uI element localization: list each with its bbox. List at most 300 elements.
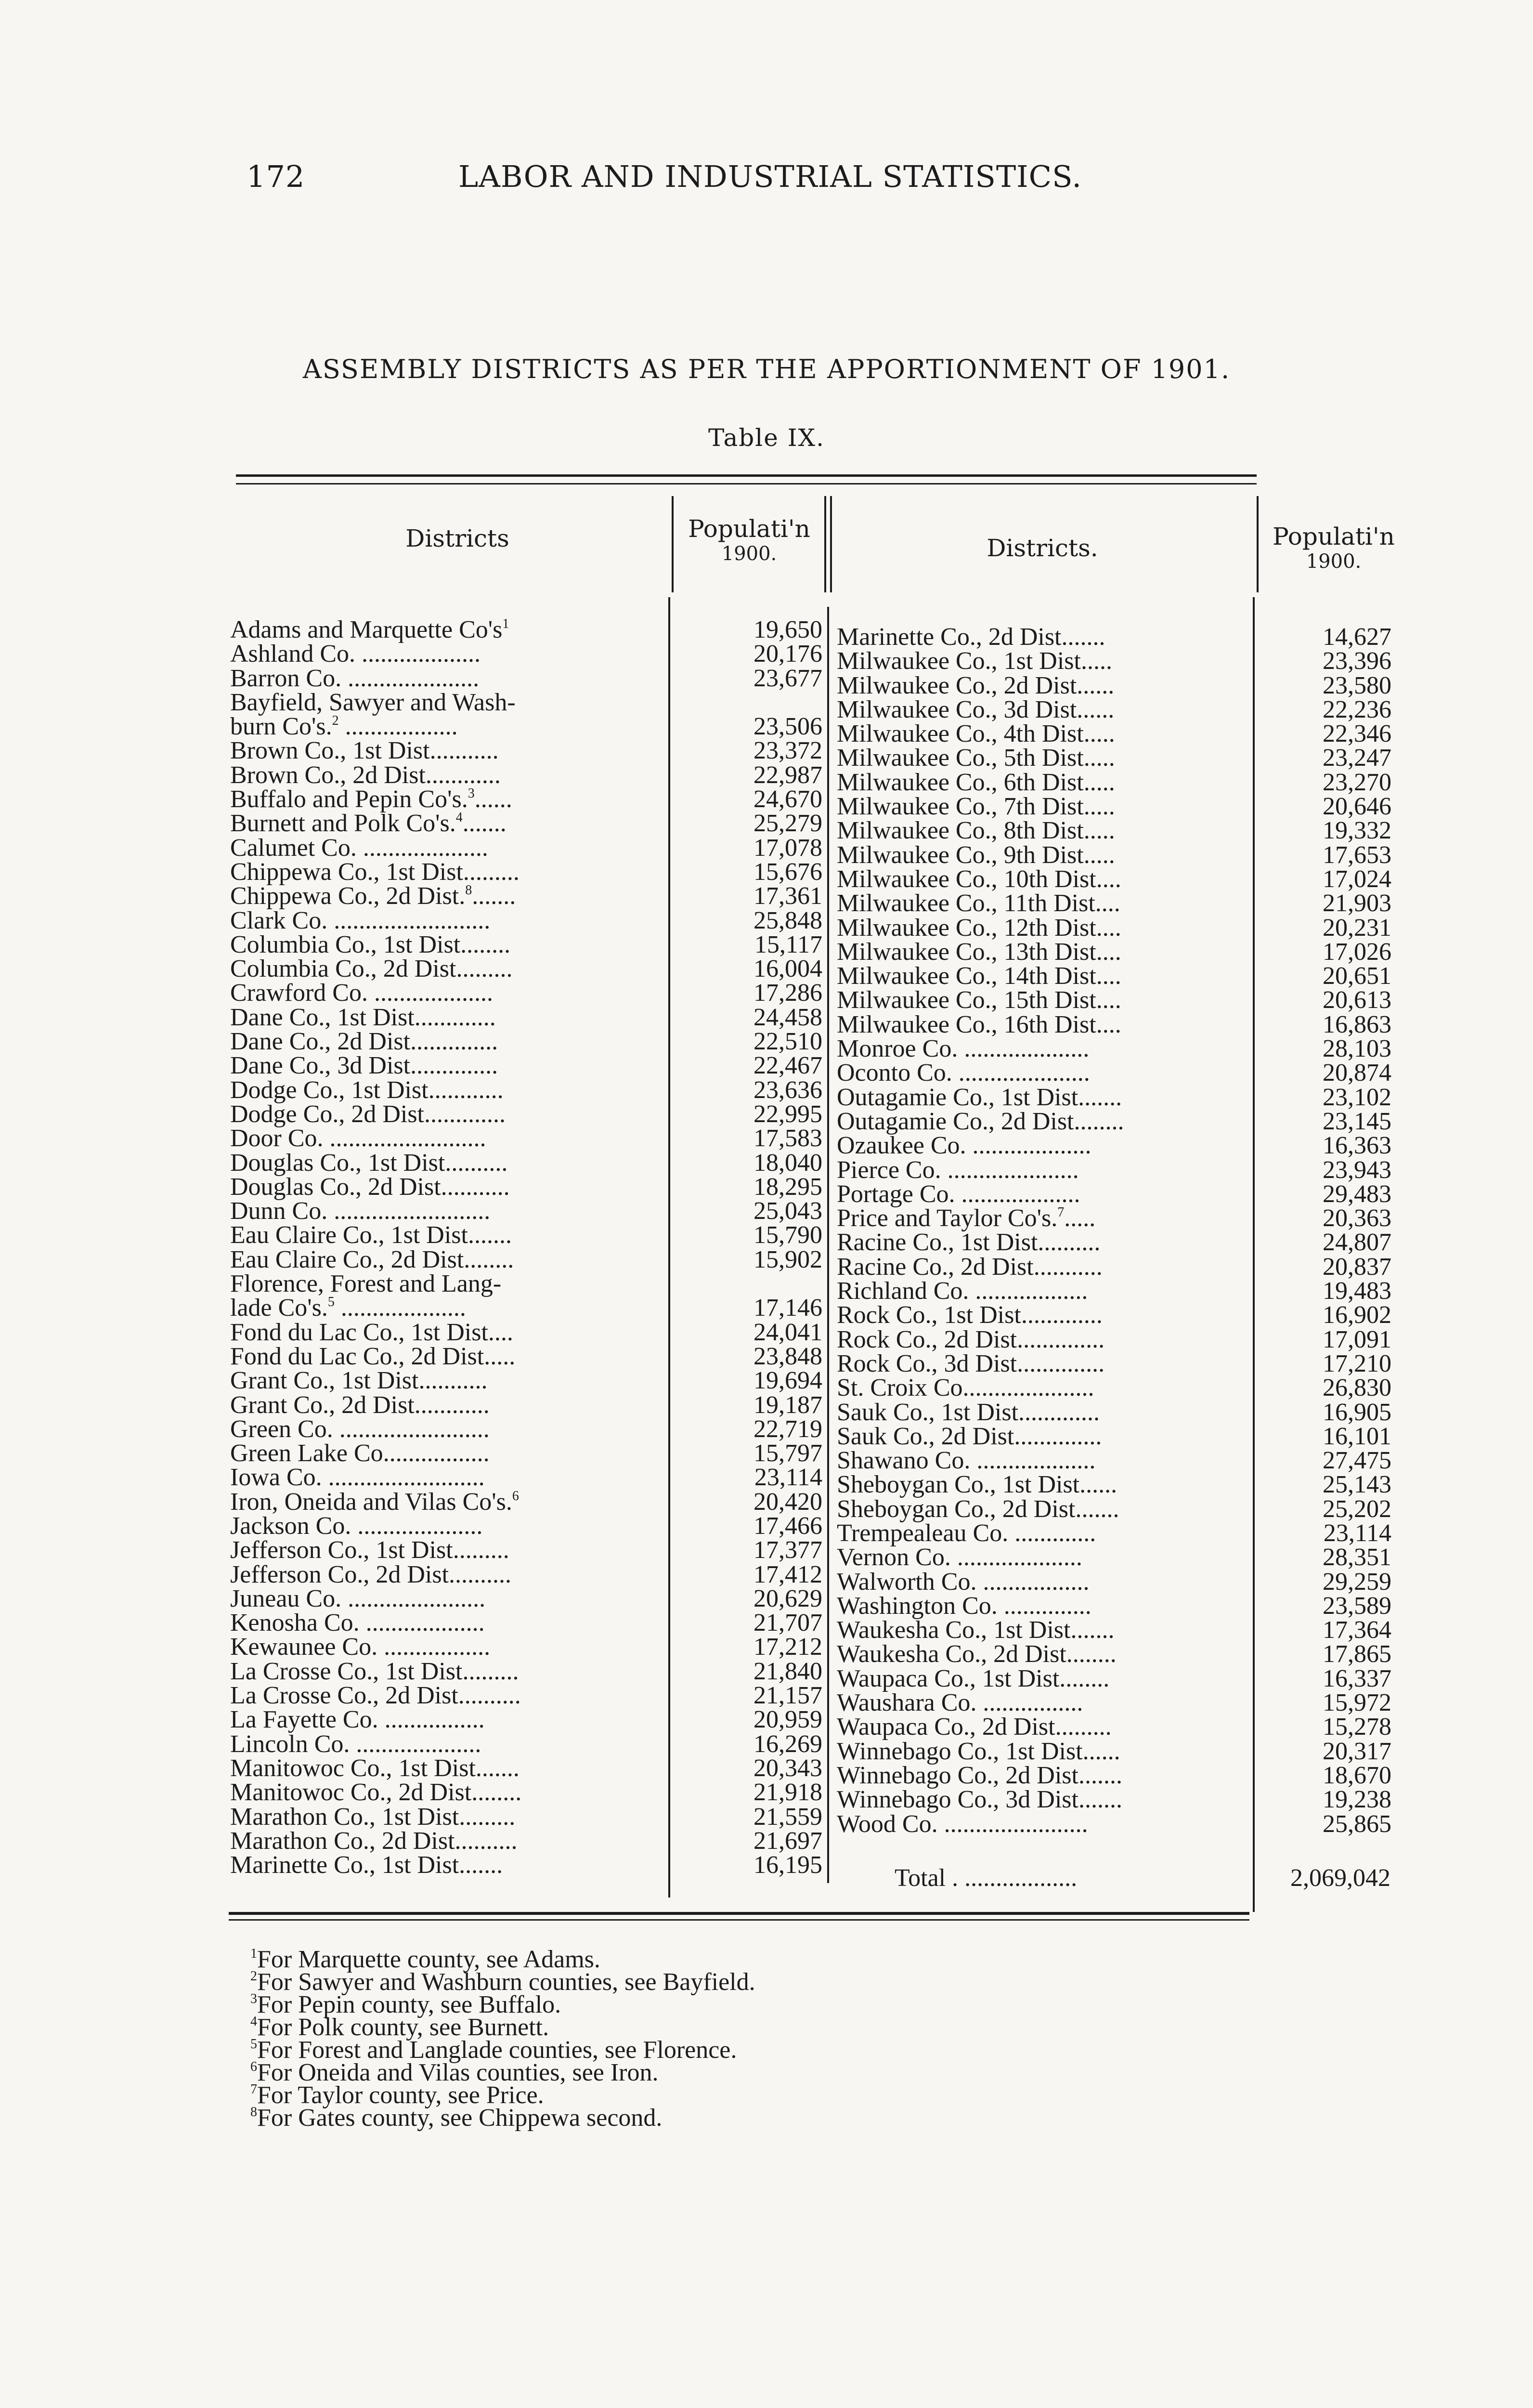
district-name: Milwaukee Co., 11th Dist.... [837,890,1120,917]
district-row [230,739,822,763]
population-value: 28,103 [1323,1035,1391,1063]
district-row [837,1134,1395,1158]
district-name: Waushara Co. ................ [837,1689,1083,1717]
population-value: 21,903 [1323,890,1391,917]
district-name: lade Co's.$^5$ .................... [230,1294,466,1322]
district-name: Outagamie Co., 1st Dist....... [837,1083,1122,1111]
district-name: Racine Co., 1st Dist.......... [837,1229,1101,1256]
district-name: Iron, Oneida and Vilas Co's.$^6$ [230,1488,519,1516]
population-value: 15,972 [1323,1689,1391,1717]
district-name: Jefferson Co., 1st Dist......... [230,1536,509,1564]
district-name: Milwaukee Co., 12th Dist.... [837,914,1121,942]
district-row [230,763,822,787]
district-name: Rock Co., 1st Dist............. [837,1301,1103,1329]
district-name: Kenosha Co. ................... [230,1609,485,1637]
district-row [837,746,1395,770]
population-value: 19,238 [1323,1786,1391,1814]
district-row [230,1635,822,1659]
population-value: 20,959 [754,1706,822,1734]
district-row [837,1400,1395,1425]
district-name: La Crosse Co., 2d Dist.......... [230,1682,521,1710]
district-name: Door Co. ......................... [230,1125,486,1152]
population-value: 17,024 [1323,865,1391,893]
district-name: Fond du Lac Co., 2d Dist..... [230,1342,516,1370]
running-head [247,159,1082,194]
district-row [230,715,822,739]
population-value: 17,210 [1323,1349,1391,1377]
population-value: 16,101 [1323,1422,1391,1450]
population-value: 20,613 [1323,986,1391,1014]
population-value: 18,295 [754,1173,822,1201]
district-name: Waupaca Co., 2d Dist......... [837,1713,1112,1741]
footnote-mark: 7 [1057,1205,1065,1220]
district-name: Waukesha Co., 2d Dist........ [837,1640,1117,1668]
population-value: 20,176 [754,640,822,668]
district-name: Milwaukee Co., 16th Dist.... [837,1010,1121,1038]
district-row [837,1376,1395,1400]
district-name: Milwaukee Co., 14th Dist.... [837,962,1121,990]
district-name: Kewaunee Co. ................. [230,1633,491,1661]
district-name: Price and Taylor Co's.$^7$..... [837,1204,1096,1232]
district-row [837,695,1395,723]
district-name: Milwaukee Co., 9th Dist..... [837,841,1115,869]
district-name: Bayfield, Sawyer and Wash- [230,688,516,716]
district-row [837,1182,1395,1206]
district-name: Chippewa Co., 1st Dist......... [230,858,520,886]
population-value: 17,865 [1323,1640,1391,1668]
population-value: 20,231 [1323,914,1391,942]
population-value: 22,995 [754,1100,822,1128]
district-name: Dane Co., 1st Dist............. [230,1003,496,1031]
left-pop-header-line1: Populati'n [688,515,810,543]
district-row [230,1466,822,1490]
population-value: 17,364 [1323,1616,1391,1644]
district-name: Douglas Co., 1st Dist.......... [230,1149,508,1177]
district-name: Calumet Co. .................... [230,834,488,862]
district-row [837,1788,1395,1812]
population-value: 17,583 [754,1125,822,1152]
footnote: $^4$For Polk county, see Burnett. [250,2014,549,2041]
district-name: Milwaukee Co., 5th Dist..... [837,744,1115,772]
population-value: 17,361 [754,882,822,910]
population-value: 18,670 [1323,1761,1391,1789]
district-name: Oconto Co. ..................... [837,1059,1090,1087]
district-row [230,1657,822,1685]
district-row [837,795,1395,819]
district-row [230,1805,822,1829]
population-value: 23,506 [754,713,822,741]
footnote-mark: 4 [455,810,463,825]
district-name: Jackson Co. .................... [230,1512,483,1540]
district-row [837,1691,1395,1715]
district-row [837,819,1395,843]
population-value: 28,351 [1323,1544,1391,1571]
footnote-mark: 8 [465,883,472,898]
population-value: 17,286 [754,979,822,1007]
district-row [837,1473,1395,1497]
district-name: Dane Co., 2d Dist.............. [230,1028,498,1056]
population-value: 21,707 [754,1609,822,1637]
header-divider-1 [672,496,674,592]
right-district-header [833,536,1252,561]
district-name: La Crosse Co., 1st Dist......... [230,1657,519,1685]
footnote: $^7$For Taylor county, see Price. [250,2081,544,2109]
footnote: $^6$For Oneida and Vilas counties, see Iron. [250,2059,659,2086]
district-row [230,981,822,1005]
population-value: 20,363 [1323,1204,1391,1232]
population-value: 25,143 [1323,1471,1391,1499]
district-row [230,1102,822,1126]
district-row [837,1812,1395,1836]
district-row [230,1829,822,1853]
population-value: 29,483 [1323,1180,1391,1208]
population-value: 21,697 [754,1827,822,1855]
table-top-rule [236,474,1257,477]
population-value: 15,902 [754,1245,822,1273]
district-name: Winnebago Co., 3d Dist....... [837,1786,1122,1814]
population-value: 29,259 [1323,1568,1391,1596]
district-name: Washington Co. .............. [837,1592,1091,1620]
population-value: 25,848 [754,906,822,934]
district-name: Ashland Co. ................... [230,640,481,668]
population-value: 19,650 [754,616,822,643]
district-row [230,1054,822,1078]
district-row [837,1303,1395,1327]
population-value: 23,114 [1323,1519,1391,1547]
district-row [837,1449,1395,1473]
district-name: Clark Co. ......................... [230,906,491,934]
district-name: Iowa Co. ......................... [230,1464,485,1492]
district-name: Burnett and Polk Co's.$^4$....... [230,810,507,838]
left-population-header [674,516,824,566]
district-name: Manitowoc Co., 1st Dist....... [230,1754,520,1782]
population-value: 19,187 [754,1391,822,1419]
population-value: 17,078 [754,834,822,862]
district-row [837,1521,1395,1545]
district-row [837,891,1395,916]
district-row [837,867,1395,891]
footnote: $^8$For Gates county, see Chippewa second. [250,2104,663,2132]
district-name: La Fayette Co. ................ [230,1706,485,1734]
district-row [230,884,822,908]
footnote-mark: 2 [332,713,339,729]
population-value: 26,830 [1323,1374,1391,1402]
district-row [837,1206,1395,1230]
district-row [230,930,822,958]
population-value: 17,653 [1323,841,1391,869]
district-name: Wood Co. ....................... [837,1810,1088,1838]
district-name: Sheboygan Co., 2d Dist....... [837,1495,1119,1523]
district-row [230,811,822,836]
district-name: Sauk Co., 1st Dist............. [837,1398,1100,1426]
population-value: 16,363 [1323,1132,1391,1160]
district-row [230,1684,822,1708]
district-row [837,1715,1395,1739]
district-row [837,1279,1395,1303]
total-row [895,1864,1395,1891]
district-name: Ozaukee Co. ................... [837,1132,1091,1160]
district-name: Eau Claire Co., 2d Dist........ [230,1245,514,1273]
district-name: Marinette Co., 1st Dist....... [230,1851,503,1879]
district-row [837,1037,1395,1061]
population-value: 22,987 [754,761,822,789]
district-row [230,836,822,860]
district-name: Pierce Co. ..................... [837,1156,1079,1184]
district-name: Marathon Co., 1st Dist......... [230,1803,516,1831]
district-row [837,1497,1395,1521]
district-row [837,1010,1395,1038]
population-value: 23,270 [1323,768,1391,796]
population-value: 23,580 [1323,671,1391,699]
population-value: 20,317 [1323,1737,1391,1765]
district-row [837,1061,1395,1085]
population-value: 21,840 [754,1657,822,1685]
district-name: Milwaukee Co., 7th Dist..... [837,793,1115,821]
right-pop-header-line1: Populati'n [1273,523,1395,550]
district-row [837,1761,1395,1789]
district-row [837,1325,1395,1353]
district-row [230,1342,822,1370]
district-row [230,1708,822,1732]
population-value: 19,694 [754,1367,822,1395]
district-row [230,1732,822,1756]
district-row [837,1570,1395,1594]
district-row [230,1078,822,1102]
district-name: Marathon Co., 2d Dist.......... [230,1827,518,1855]
district-row [230,1417,822,1441]
district-row [230,618,822,642]
district-row [230,1490,822,1514]
district-name: Portage Co. ................... [837,1180,1080,1208]
district-name: Milwaukee Co., 15th Dist.... [837,986,1121,1014]
population-value: 16,902 [1323,1301,1391,1329]
population-value: 21,918 [754,1779,822,1806]
district-name: Milwaukee Co., 1st Dist..... [837,647,1112,675]
district-row [837,1158,1395,1182]
population-value: 23,114 [754,1464,822,1492]
header-divider-2b [830,496,832,592]
district-name: Green Co. ........................ [230,1415,490,1443]
district-name: Dodge Co., 1st Dist............ [230,1076,504,1104]
district-row [837,649,1395,673]
district-row [230,1272,822,1296]
right-population-header [1259,524,1408,574]
footnote-mark: 5 [327,1295,335,1310]
district-row [230,1538,822,1562]
population-value: 20,343 [754,1754,822,1782]
population-value: 18,040 [754,1149,822,1177]
population-value: 15,278 [1323,1713,1391,1741]
district-name: Eau Claire Co., 1st Dist....... [230,1221,512,1249]
district-row [837,671,1395,699]
population-value: 19,483 [1323,1277,1391,1305]
population-value: 25,279 [754,810,822,838]
district-name: Adams and Marquette $Co's^1$ [230,616,509,643]
population-value: 23,396 [1323,647,1391,675]
district-row [230,1780,822,1805]
population-value: 20,874 [1323,1059,1391,1087]
population-value: 14,627 [1323,623,1391,651]
population-value: 15,117 [754,930,822,958]
district-row [837,1083,1395,1111]
district-row [230,1030,822,1054]
district-name: Dane Co., 3d Dist.............. [230,1052,498,1080]
table-top-rule-thin [236,483,1257,484]
header-divider-3 [1257,496,1259,592]
district-row [837,625,1395,649]
table-label: Table IX. [708,424,825,452]
district-row [837,1642,1395,1666]
district-name: St. Croix Co..................... [837,1374,1094,1402]
district-row [837,1230,1395,1255]
population-value: 21,157 [754,1682,822,1710]
district-name: Dodge Co., 2d Dist............. [230,1100,506,1128]
table-title: ASSEMBLY DISTRICTS AS PER THE APPORTIONMENT OF 1901. [302,354,1231,384]
district-row [230,1199,822,1223]
district-row [230,787,822,811]
district-name: Fond du Lac Co., 1st Dist.... [230,1318,513,1346]
right-district-list [837,625,1395,1836]
population-value: 23,145 [1323,1107,1391,1135]
district-name: Milwaukee Co., 3d Dist...... [837,695,1115,723]
district-row [230,1560,822,1588]
total-value: 2,069,042 [1290,1864,1390,1892]
population-value: 17,466 [754,1512,822,1540]
district-name: Columbia Co., 1st Dist........ [230,930,511,958]
district-row [230,906,822,934]
population-value: 17,212 [754,1633,822,1661]
population-value: 23,372 [754,737,822,765]
district-name: burn Co's.$^2$ .................. [230,713,458,741]
district-row [837,768,1395,796]
population-value: 25,202 [1323,1495,1391,1523]
district-name: Milwaukee Co., 13th Dist.... [837,938,1121,966]
district-name: Milwaukee Co., 4th Dist..... [837,720,1115,748]
district-name: Florence, Forest and Lang- [230,1270,502,1298]
population-value: 24,807 [1323,1229,1391,1256]
population-value: 23,102 [1323,1083,1391,1111]
footnote: $^5$For Forest and Langlade counties, see Florence. [250,2036,737,2064]
population-value: 21,559 [754,1803,822,1831]
district-name: Douglas Co., 2d Dist........... [230,1173,510,1201]
right-pop-header-line2: 1900. [1306,550,1362,573]
district-name: Milwaukee Co., 2d Dist...... [837,671,1115,699]
district-name: Barron Co. ..................... [230,664,480,692]
population-value: 16,863 [1323,1010,1391,1038]
district-name: Sheboygan Co., 1st Dist...... [837,1471,1117,1499]
population-value: 22,346 [1323,720,1391,748]
population-value: 23,943 [1323,1156,1391,1184]
population-value: 20,837 [1323,1253,1391,1281]
district-row [837,988,1395,1012]
district-row [837,916,1395,940]
population-value: 24,041 [754,1318,822,1346]
population-value: 23,589 [1323,1592,1391,1620]
population-value: 20,651 [1323,962,1391,990]
population-value: 24,458 [754,1003,822,1031]
district-name: Brown Co., 1st Dist........... [230,737,499,765]
population-value: 16,195 [754,1851,822,1879]
district-row [230,860,822,884]
district-row [837,1737,1395,1765]
district-row [837,1107,1395,1135]
district-row [837,1545,1395,1570]
left-district-header [289,526,626,551]
district-name: Crawford Co. ................... [230,979,493,1007]
population-value: 16,905 [1323,1398,1391,1426]
population-value: 23,677 [754,664,822,692]
footnote-mark: 3 [468,786,475,801]
district-row [230,1318,822,1346]
population-value: 15,797 [754,1440,822,1467]
district-name: Milwaukee Co., 8th Dist..... [837,817,1115,845]
district-name: Shawano Co. ................... [837,1447,1096,1475]
district-row [837,1618,1395,1642]
population-value: 27,475 [1323,1447,1391,1475]
population-value: 23,636 [754,1076,822,1104]
district-row [230,1126,822,1151]
district-row [230,1584,822,1612]
population-value: 16,269 [754,1730,822,1758]
district-name: Chippewa Co., 2d Dist.$^8$....... [230,882,516,910]
district-row [230,664,822,692]
population-value: 22,236 [1323,695,1391,723]
district-name: Green Lake Co................. [230,1440,490,1467]
district-row [230,642,822,666]
district-row [230,957,822,981]
population-value: 22,719 [754,1415,822,1443]
district-name: Jefferson Co., 2d Dist.......... [230,1560,512,1588]
running-head-title: LABOR AND INDUSTRIAL STATISTICS. [458,159,1082,194]
population-value: 23,848 [754,1342,822,1370]
district-name: Dunn Co. ......................... [230,1197,491,1225]
population-value: 17,377 [754,1536,822,1564]
left-district-list [230,618,822,1877]
page-number: 172 [247,159,305,194]
district-name: Milwaukee Co., 6th Dist..... [837,768,1115,796]
district-row [230,1003,822,1031]
district-row [837,1594,1395,1618]
right-district-header-text: Districts. [987,534,1098,562]
district-name: Richland Co. .................. [837,1277,1088,1305]
population-value: 15,790 [754,1221,822,1249]
footnotes [250,1946,755,2132]
district-row [230,1151,822,1175]
population-value: 16,004 [754,955,822,983]
district-name: Winnebago Co., 2d Dist....... [837,1761,1122,1789]
district-name: Lincoln Co. .................... [230,1730,481,1758]
population-value: 22,510 [754,1028,822,1056]
header-divider-2 [824,496,826,592]
district-row [230,1514,822,1538]
footnote: $^1$For Marquette county, see Adams. [250,1946,600,1973]
district-row [230,688,822,716]
district-name: Buffalo and Pepin Co's.$^3$...... [230,785,512,813]
population-value: 24,670 [754,785,822,813]
population-value: 17,091 [1323,1325,1391,1353]
population-value: 16,337 [1323,1664,1391,1692]
district-row [837,843,1395,867]
district-name: Winnebago Co., 1st Dist...... [837,1737,1120,1765]
footnote: $^2$For Sawyer and Washburn counties, see Bayfield. [250,1968,755,1996]
district-row [230,1369,822,1393]
population-value: 19,332 [1323,817,1391,845]
district-name: Outagamie Co., 2d Dist........ [837,1107,1124,1135]
population-value: 22,467 [754,1052,822,1080]
table-bottom-rule [229,1912,1249,1915]
district-name: Racine Co., 2d Dist........... [837,1253,1103,1281]
body-divider-2 [827,607,829,1883]
